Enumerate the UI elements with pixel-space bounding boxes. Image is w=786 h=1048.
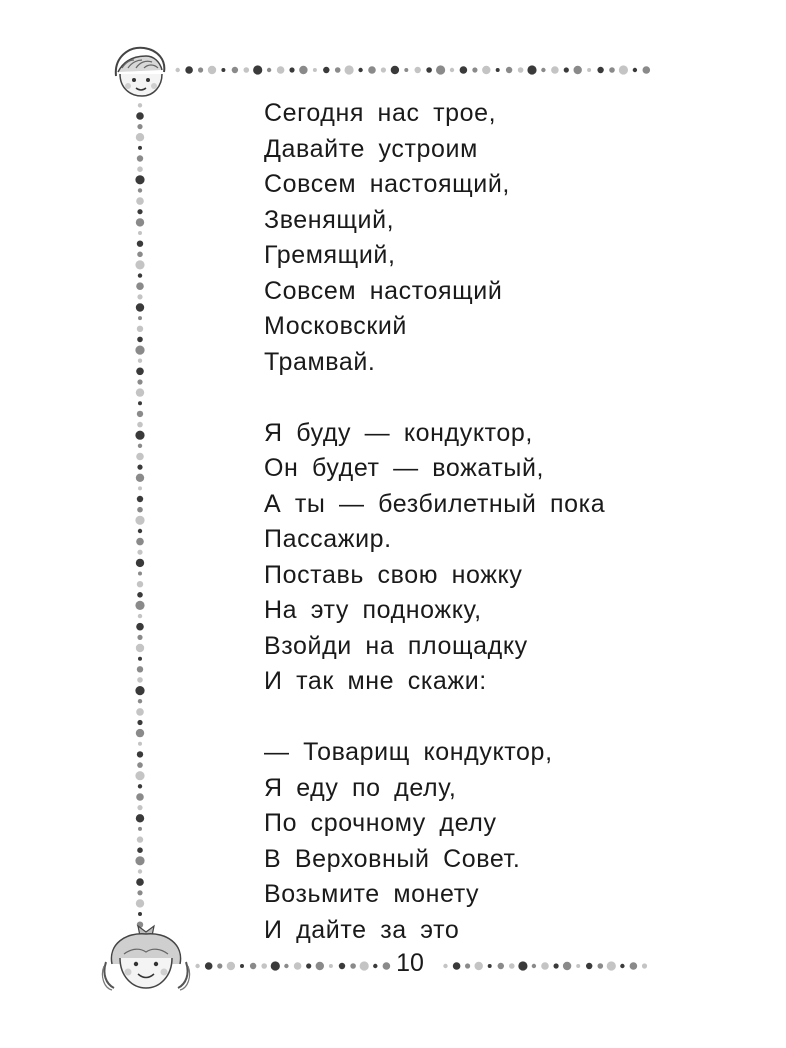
decorative-dot: [261, 963, 267, 969]
decorative-dot: [136, 814, 144, 822]
decorative-dot: [426, 67, 432, 73]
decorative-dot: [135, 346, 144, 355]
decorative-dot: [136, 878, 144, 886]
decorative-dot: [244, 67, 250, 73]
decorative-dot: [138, 273, 142, 277]
decorative-dot: [136, 538, 144, 546]
decorative-dot: [138, 657, 142, 661]
poem-line: Гремящий,: [264, 241, 396, 269]
decorative-dot: [137, 836, 143, 842]
decorative-dot: [267, 68, 271, 72]
decorative-dot: [443, 964, 447, 968]
decorative-dot: [137, 847, 143, 853]
decorative-dot: [564, 67, 569, 72]
decorative-dot: [643, 66, 651, 74]
decorative-dot: [358, 68, 362, 72]
decorative-dot: [137, 241, 143, 247]
decorative-dot: [465, 963, 470, 968]
decorative-dot: [368, 66, 376, 74]
decorative-dot: [138, 869, 142, 873]
decorative-dot: [253, 65, 262, 74]
decorative-dot: [137, 294, 142, 299]
decorative-dot: [472, 67, 477, 72]
decorative-dot: [306, 963, 311, 968]
decorative-dot: [323, 67, 329, 73]
decorative-dot: [329, 964, 333, 968]
page-number: 10: [396, 949, 424, 977]
decorative-dot: [137, 677, 143, 683]
decorative-dot: [415, 67, 421, 73]
poem-line: Я еду по делу,: [264, 773, 457, 802]
poem-line: И так мне скажи:: [264, 667, 487, 695]
decorative-dot: [436, 65, 445, 74]
decorative-dot: [137, 550, 142, 555]
decorative-dot: [138, 572, 142, 576]
poem-line: Совсем настоящий: [264, 276, 503, 305]
decorative-dot: [586, 963, 592, 969]
decorative-dot: [136, 133, 144, 141]
decorative-dot: [138, 784, 142, 788]
decorative-dot: [136, 623, 144, 631]
decorative-dot: [217, 963, 222, 968]
decorative-dot: [136, 729, 144, 737]
decorative-dot: [518, 67, 524, 73]
decorative-dot: [136, 388, 144, 396]
decorative-dot: [335, 67, 341, 73]
bottom-dotted-border-left: [192, 958, 392, 974]
decorative-dot: [137, 581, 143, 587]
poem-line: Московский: [264, 312, 407, 340]
decorative-dot: [345, 65, 354, 74]
decorative-dot: [137, 124, 142, 129]
poem-line: Совсем настоящий,: [264, 170, 510, 198]
decorative-dot: [138, 529, 142, 533]
decorative-dot: [137, 209, 142, 214]
decorative-dot: [138, 614, 142, 618]
decorative-dot: [498, 963, 504, 969]
decorative-dot: [198, 67, 203, 72]
decorative-dot: [136, 559, 144, 567]
decorative-dot: [138, 401, 142, 405]
decorative-dot: [541, 68, 545, 72]
decorative-dot: [527, 65, 536, 74]
decorative-dot: [136, 112, 144, 120]
decorative-dot: [185, 66, 193, 74]
poem-line: — Товарищ кондуктор,: [264, 738, 553, 766]
decorative-dot: [506, 67, 512, 73]
stanza-1: [264, 96, 684, 380]
top-dotted-border: [172, 62, 652, 78]
decorative-dot: [137, 337, 143, 343]
poem-line: Звенящий,: [264, 205, 395, 234]
poem-line: И дайте за это: [264, 915, 460, 944]
poem-line: Сегодня нас трое,: [264, 99, 497, 127]
decorative-dot: [136, 453, 144, 461]
decorative-dot: [137, 379, 142, 384]
girl-face-icon: [104, 38, 174, 108]
decorative-dot: [135, 431, 144, 440]
decorative-dot: [195, 964, 199, 968]
decorative-dot: [381, 67, 386, 72]
decorative-dot: [391, 66, 399, 74]
bottom-dotted-border-right: [440, 958, 650, 974]
decorative-dot: [574, 66, 582, 74]
decorative-dot: [138, 699, 142, 703]
decorative-dot: [313, 68, 317, 72]
decorative-dot: [138, 444, 142, 448]
decorative-dot: [563, 962, 571, 970]
decorative-dot: [350, 963, 356, 969]
decorative-dot: [232, 67, 238, 73]
poem-line: На эту подножку,: [264, 596, 482, 624]
stanza-3: [264, 735, 684, 948]
decorative-dot: [576, 964, 580, 968]
decorative-dot: [587, 68, 591, 72]
poem-line: Поставь свою ножку: [264, 560, 523, 589]
decorative-dot: [373, 964, 377, 968]
poem-line: В Верховный Совет.: [264, 844, 521, 873]
decorative-dot: [630, 962, 638, 970]
decorative-dot: [136, 644, 144, 652]
decorative-dot: [135, 516, 144, 525]
left-dotted-border: [128, 100, 152, 930]
decorative-dot: [137, 155, 143, 161]
decorative-dot: [289, 67, 294, 72]
decorative-dot: [532, 964, 536, 968]
decorative-dot: [136, 899, 144, 907]
decorative-dot: [299, 66, 307, 74]
decorative-dot: [136, 218, 144, 226]
stanza-2: [264, 416, 684, 700]
decorative-dot: [138, 188, 142, 192]
decorative-dot: [460, 66, 468, 74]
decorative-dot: [136, 303, 144, 311]
decorative-dot: [360, 961, 369, 970]
decorative-dot: [135, 175, 144, 184]
decorative-dot: [136, 708, 144, 716]
decorative-dot: [488, 964, 492, 968]
decorative-dot: [208, 66, 216, 74]
decorative-dot: [135, 771, 144, 780]
poem-line: По срочному делу: [264, 809, 497, 837]
decorative-dot: [316, 962, 324, 970]
decorative-dot: [271, 961, 280, 970]
decorative-dot: [135, 856, 144, 865]
decorative-dot: [482, 66, 490, 74]
decorative-dot: [240, 964, 244, 968]
decorative-dot: [137, 166, 143, 172]
decorative-dot: [619, 65, 628, 74]
decorative-dot: [137, 507, 143, 513]
decorative-dot: [135, 260, 144, 269]
decorative-dot: [404, 68, 408, 72]
decorative-dot: [137, 496, 143, 502]
poem-line: А ты — безбилетный пока: [264, 489, 606, 518]
poem-line: Взойди на площадку: [264, 631, 528, 660]
decorative-dot: [633, 68, 637, 72]
decorative-dot: [284, 964, 288, 968]
decorative-dot: [135, 601, 144, 610]
decorative-dot: [277, 66, 285, 74]
decorative-dot: [294, 962, 302, 970]
decorative-dot: [136, 282, 144, 290]
decorative-dot: [453, 962, 461, 970]
poem-line: Трамвай.: [264, 347, 376, 376]
decorative-dot: [137, 666, 143, 672]
decorative-dot: [227, 962, 235, 970]
decorative-dot: [137, 890, 142, 895]
decorative-dot: [138, 316, 142, 320]
decorative-dot: [138, 827, 142, 831]
decorative-dot: [137, 252, 143, 258]
decorative-dot: [138, 486, 142, 490]
decorative-dot: [138, 146, 142, 150]
decorative-dot: [620, 964, 624, 968]
decorative-dot: [137, 326, 143, 332]
poem-line: Я буду — кондуктор,: [264, 418, 533, 447]
decorative-dot: [137, 592, 143, 598]
poem-line: Он будет — вожатый,: [264, 454, 545, 482]
decorative-dot: [518, 961, 527, 970]
decorative-dot: [339, 963, 345, 969]
decorative-dot: [137, 720, 142, 725]
decorative-dot: [450, 68, 454, 72]
decorative-dot: [137, 751, 143, 757]
decorative-dot: [250, 963, 256, 969]
decorative-dot: [554, 963, 559, 968]
decorative-dot: [221, 68, 225, 72]
decorative-dot: [475, 962, 483, 970]
decorative-dot: [609, 67, 615, 73]
decorative-dot: [205, 962, 213, 970]
decorative-dot: [551, 66, 559, 74]
decorative-dot: [137, 762, 143, 768]
decorative-dot: [138, 231, 142, 235]
decorative-dot: [136, 197, 144, 205]
decorative-dot: [136, 368, 144, 376]
poem-line: Возьмите монету: [264, 880, 480, 908]
decorative-dot: [136, 793, 144, 801]
decorative-dot: [138, 912, 142, 916]
decorative-dot: [496, 68, 500, 72]
decorative-dot: [597, 67, 603, 73]
poem-line: Пассажир.: [264, 525, 392, 553]
decorative-dot: [541, 962, 549, 970]
decorative-dot: [642, 963, 647, 968]
decorative-dot: [137, 411, 143, 417]
decorative-dot: [138, 742, 142, 746]
girl-face-with-bow-icon: [98, 918, 194, 998]
decorative-dot: [137, 422, 143, 428]
decorative-dot: [137, 465, 142, 470]
poem-line: Давайте устроим: [264, 134, 478, 163]
decorative-dot: [176, 68, 180, 72]
decorative-dot: [137, 805, 142, 810]
decorative-dot: [509, 963, 515, 969]
decorative-dot: [607, 961, 616, 970]
decorative-dot: [135, 686, 144, 695]
decorative-dot: [137, 635, 142, 640]
decorative-dot: [136, 474, 144, 482]
decorative-dot: [138, 359, 142, 363]
poem-text: [264, 96, 684, 984]
decorative-dot: [138, 103, 142, 107]
decorative-dot: [598, 963, 604, 969]
